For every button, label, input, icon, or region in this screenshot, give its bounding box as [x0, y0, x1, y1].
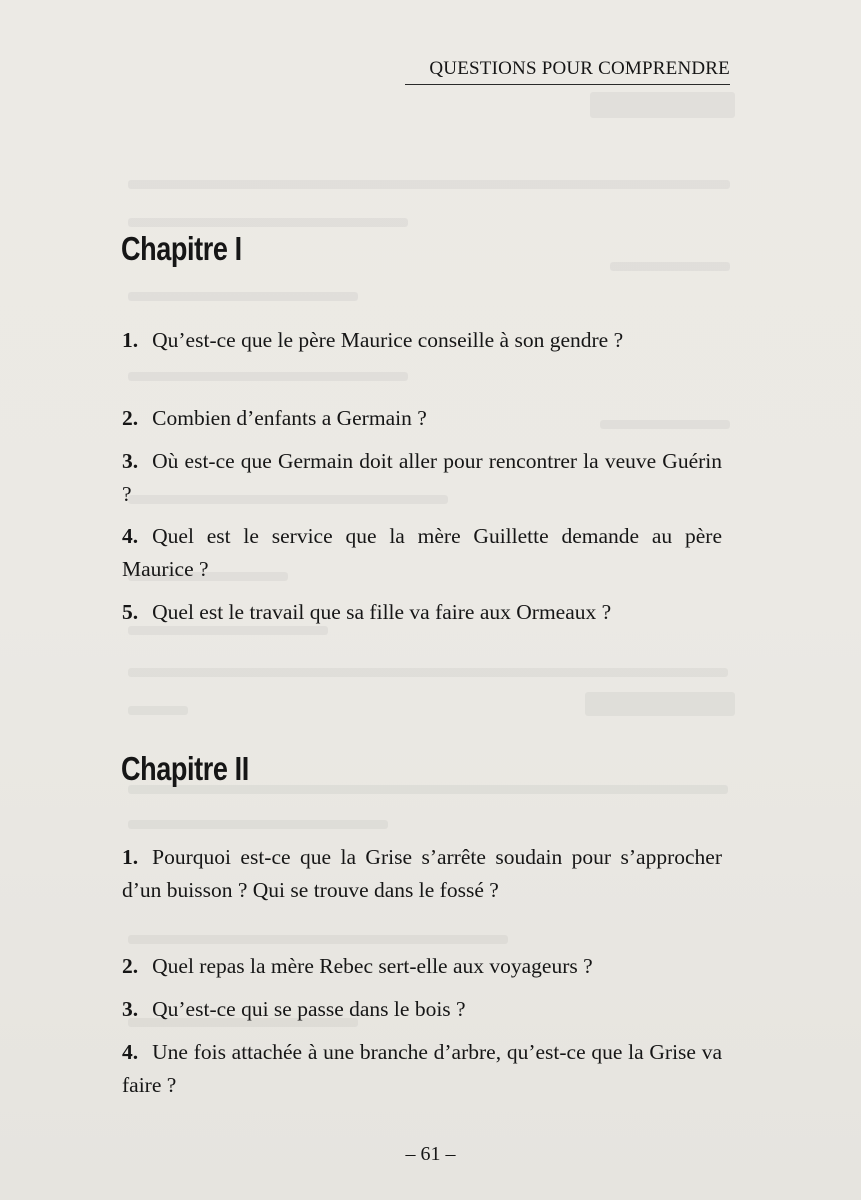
question-number: 3.	[122, 997, 139, 1021]
question-item	[122, 324, 722, 357]
question-number: 1.	[122, 328, 139, 352]
running-head: QUESTIONS POUR COMPRENDRE	[405, 58, 730, 85]
question-text: Quel est le travail que sa fille va faire aux Ormeaux ?	[152, 600, 612, 624]
question-item	[122, 993, 722, 1026]
chapter-title: Chapitre I	[121, 230, 242, 267]
question-text: Quel est le service que la mère Guillette demande au père Maurice ?	[122, 524, 722, 581]
question-number: 3.	[122, 449, 139, 473]
question-item	[122, 950, 722, 983]
question-number: 4.	[122, 1040, 139, 1064]
question-number: 2.	[122, 406, 139, 430]
question-item	[122, 520, 722, 586]
question-item	[122, 596, 722, 629]
chapter-title: Chapitre II	[121, 750, 249, 787]
page-number: – 61 –	[405, 1143, 456, 1165]
question-text: Qu’est-ce que le père Maurice conseille à son gendre ?	[152, 328, 624, 352]
question-item	[122, 1036, 722, 1102]
question-text: Quel repas la mère Rebec sert-elle aux voyageurs ?	[152, 954, 593, 978]
question-item	[122, 402, 722, 435]
question-number: 4.	[122, 524, 139, 548]
question-number: 1.	[122, 845, 139, 869]
question-text: Qu’est-ce qui se passe dans le bois ?	[152, 997, 466, 1021]
question-text: Une fois attachée à une branche d’arbre, qu’est-ce que la Grise va faire ?	[122, 1040, 722, 1097]
question-text: Pourquoi est-ce que la Grise s’arrête soudain pour s’approcher d’un buisson ? Qui se trouve dans le fossé ?	[122, 845, 722, 902]
question-item	[122, 445, 722, 511]
question-text: Où est-ce que Germain doit aller pour rencontrer la veuve Guérin ?	[122, 449, 722, 506]
question-item	[122, 841, 722, 907]
question-number: 2.	[122, 954, 139, 978]
question-number: 5.	[122, 600, 139, 624]
question-text: Combien d’enfants a Germain ?	[152, 406, 427, 430]
